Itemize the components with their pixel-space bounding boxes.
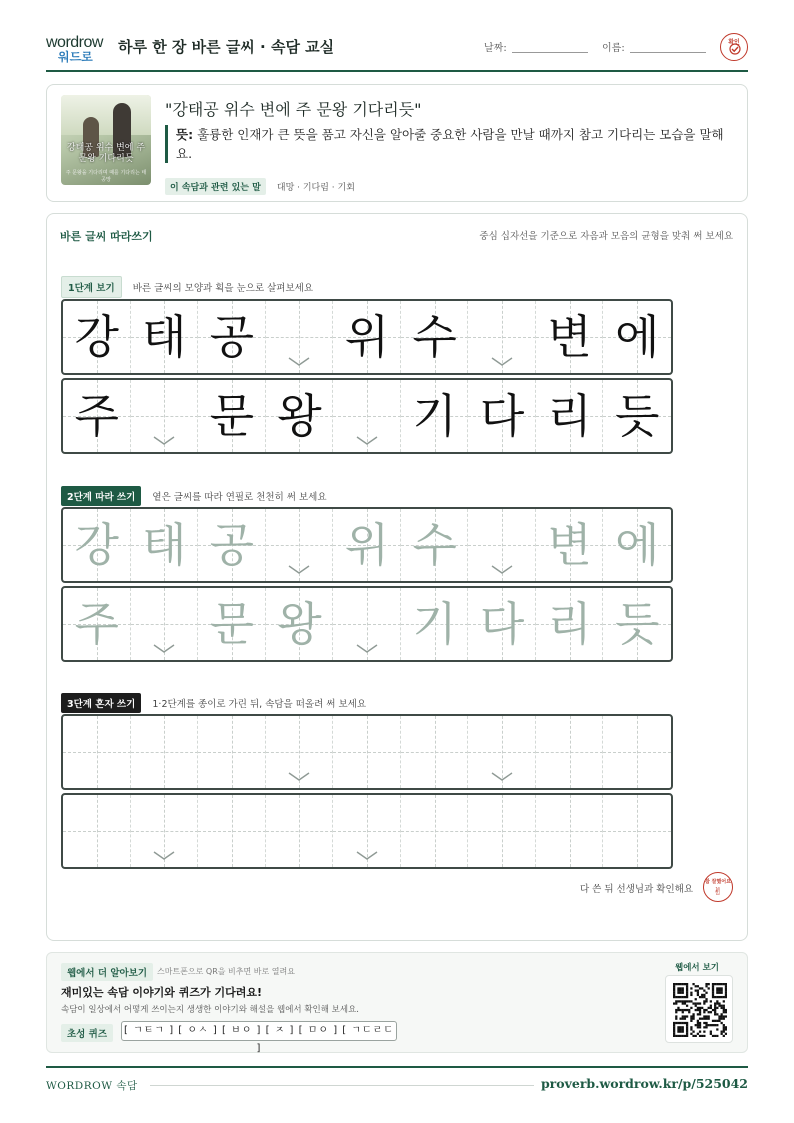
step-3-header — [61, 692, 366, 713]
related-badge: 이 속담과 관련 있는 말 — [165, 178, 266, 195]
grid-glyph: 듯 — [614, 389, 660, 443]
grid-cell[interactable] — [266, 588, 334, 660]
grid-cell[interactable] — [603, 795, 671, 867]
logo-korean: 워드로 — [58, 50, 93, 64]
grid-glyph: 기 — [412, 389, 457, 443]
step-1-badge: 1단계 보기 — [61, 276, 122, 298]
grid-cell[interactable] — [536, 588, 604, 660]
grid-cell[interactable] — [401, 588, 469, 660]
qr-hint: 스마트폰으로 QR을 비추면 바로 열려요 — [157, 967, 295, 976]
stamp-label: 확인 — [728, 39, 740, 46]
proverb-illustration — [61, 95, 151, 185]
illustration-title: 강태공 위수 변에 주 문왕 기다리듯 — [66, 143, 146, 164]
grid-cell[interactable] — [63, 509, 131, 581]
meaning-text: 훌륭한 인재가 큰 뜻을 품고 자신을 알아줄 중요한 사람을 만날 때까지 참고 기다리는 모습을 말해요. — [176, 127, 724, 161]
step-2-description: 옅은 글씨를 따라 연필로 천천히 써 보세요 — [152, 492, 327, 503]
grid-glyph: 수 — [412, 310, 457, 364]
grid-glyph: 태 — [142, 518, 187, 572]
space-mark-icon — [153, 436, 175, 446]
grid-cell-space[interactable] — [131, 588, 199, 660]
grid-cell — [536, 301, 604, 373]
grid-glyph: 다 — [479, 597, 525, 651]
grid-glyph: 기 — [412, 597, 457, 651]
grid-cell[interactable] — [401, 795, 469, 867]
grid-glyph: 주 — [74, 389, 119, 443]
grid-cell[interactable] — [536, 509, 604, 581]
date-label: 날짜: — [484, 43, 507, 54]
step-1-header — [61, 276, 313, 298]
proverb-card — [46, 84, 748, 202]
grid-cell-space[interactable] — [131, 795, 199, 867]
grid-cell-space — [266, 301, 334, 373]
related-words-list: 대망 · 기다림 · 기회 — [276, 183, 355, 193]
footer-divider — [150, 1085, 534, 1086]
step-1-row-1 — [61, 299, 673, 375]
step-3-badge: 3단계 혼자 쓰기 — [61, 693, 141, 713]
grid-glyph: 위 — [344, 518, 390, 572]
step-3-row-1[interactable] — [61, 714, 673, 790]
grid-cell-space[interactable] — [266, 716, 334, 788]
grid-cell-space[interactable] — [468, 509, 536, 581]
handwriting-practice — [46, 213, 748, 941]
grid-cell[interactable] — [63, 716, 131, 788]
grid-cell[interactable] — [63, 795, 131, 867]
space-mark-icon — [491, 565, 513, 575]
grid-cell — [63, 301, 131, 373]
grid-cell — [131, 301, 199, 373]
grid-cell[interactable] — [603, 509, 671, 581]
meaning-label: 뜻: — [176, 127, 194, 142]
grid-cell-space[interactable] — [468, 716, 536, 788]
logo-wordmark: wordrow — [46, 34, 103, 51]
learn-more-badge: 웹에서 더 알아보기 — [61, 963, 153, 981]
grid-glyph: 문 — [209, 389, 255, 443]
grid-glyph: 듯 — [614, 597, 660, 651]
grid-glyph: 공 — [209, 310, 255, 364]
page-footer — [46, 1066, 748, 1096]
grid-glyph: 왕 — [277, 597, 322, 651]
grid-glyph: 변 — [547, 310, 592, 364]
name-field[interactable] — [630, 52, 706, 53]
step-3-row-2[interactable] — [61, 793, 673, 869]
proverb-meaning — [165, 125, 725, 163]
well-done-stamp — [703, 872, 733, 902]
well-done-text: 참 잘했어요 — [705, 879, 731, 885]
grid-cell[interactable] — [198, 509, 266, 581]
grid-cell — [63, 380, 131, 452]
learn-more-section — [46, 952, 748, 1053]
grid-cell-space — [468, 301, 536, 373]
grid-glyph: 리 — [547, 597, 592, 651]
grid-cell[interactable] — [198, 716, 266, 788]
quiz-label: 초성 퀴즈 — [61, 1024, 113, 1042]
date-field[interactable] — [512, 52, 588, 53]
space-mark-icon — [153, 644, 175, 654]
initial-consonant-quiz: [ ㄱㅌㄱ ] [ ㅇㅅ ] [ ㅂㅇ ] [ ㅈ ] [ ㅁㅇ ] [ ㄱㄷㄹㄷ ] — [121, 1021, 397, 1041]
space-mark-icon — [356, 644, 378, 654]
grid-cell[interactable] — [603, 716, 671, 788]
step-2-header — [61, 485, 327, 506]
grid-cell[interactable] — [333, 716, 401, 788]
grid-glyph: 태 — [142, 310, 187, 364]
grid-cell[interactable] — [468, 795, 536, 867]
grid-glyph: 리 — [547, 389, 592, 443]
grid-glyph: 공 — [209, 518, 255, 572]
grid-cell — [603, 380, 671, 452]
grid-cell-space — [131, 380, 199, 452]
web-view-label: 웹에서 보기 — [674, 963, 719, 973]
grid-cell — [468, 380, 536, 452]
done-note: 다 쓴 뒤 선생님과 확인해요 — [579, 884, 693, 895]
qr-code-icon — [673, 983, 727, 1037]
practice-description: 중심 십자선을 기준으로 자음과 모음의 균형을 맞춰 써 보세요 — [479, 231, 733, 242]
grid-glyph: 다 — [479, 389, 525, 443]
grid-cell[interactable] — [401, 716, 469, 788]
step-2-row-2[interactable] — [61, 586, 673, 662]
grid-glyph: 에 — [614, 310, 660, 364]
step-2-badge: 2단계 따라 쓰기 — [61, 486, 141, 506]
name-label: 이름: — [602, 43, 625, 54]
footer-url[interactable]: proverb.wordrow.kr/p/525042 — [540, 1076, 748, 1091]
illustration-caption: 주 문왕을 기다리며 때를 기다리는 태공망 — [65, 170, 147, 183]
space-mark-icon — [491, 357, 513, 367]
grid-cell — [401, 380, 469, 452]
grid-glyph: 강 — [74, 518, 119, 572]
thumbs-up-icon: ✌ — [713, 885, 723, 898]
grid-cell[interactable] — [198, 795, 266, 867]
space-mark-icon — [153, 851, 175, 861]
grid-cell — [603, 301, 671, 373]
grid-cell[interactable] — [536, 716, 604, 788]
check-stamp — [720, 33, 748, 61]
practice-title: 바른 글씨 따라쓰기 — [60, 230, 153, 243]
space-mark-icon — [288, 357, 310, 367]
grid-glyph: 문 — [209, 597, 255, 651]
grid-cell — [266, 380, 334, 452]
grid-cell[interactable] — [333, 509, 401, 581]
grid-glyph: 변 — [547, 518, 592, 572]
grid-glyph: 수 — [412, 518, 457, 572]
grid-cell[interactable] — [401, 509, 469, 581]
wordrow-logo — [46, 34, 108, 64]
grid-glyph: 왕 — [277, 389, 322, 443]
grid-cell[interactable] — [266, 795, 334, 867]
space-mark-icon — [356, 851, 378, 861]
page-header — [46, 30, 748, 72]
grid-glyph: 에 — [614, 518, 660, 572]
grid-cell[interactable] — [536, 795, 604, 867]
space-mark-icon — [288, 772, 310, 782]
grid-cell[interactable] — [131, 716, 199, 788]
space-mark-icon — [491, 772, 513, 782]
proverb-title: "강태공 위수 변에 주 문왕 기다리듯" — [165, 100, 422, 119]
grid-glyph: 강 — [74, 310, 119, 364]
grid-cell — [333, 301, 401, 373]
step-2-row-1[interactable] — [61, 507, 673, 583]
page-title: 하루 한 장 바른 글씨 · 속담 교실 — [118, 38, 335, 56]
checkmark-icon — [728, 43, 742, 55]
step-1-row-2 — [61, 378, 673, 454]
grid-cell-space[interactable] — [333, 588, 401, 660]
grid-cell[interactable] — [131, 509, 199, 581]
grid-cell[interactable] — [63, 588, 131, 660]
step-3-description: 1·2단계를 종이로 가린 뒤, 속담을 떠올려 써 보세요 — [152, 699, 367, 710]
grid-cell — [401, 301, 469, 373]
grid-glyph: 주 — [74, 597, 119, 651]
grid-cell-space — [333, 380, 401, 452]
step-1-description: 바른 글씨의 모양과 획을 눈으로 살펴보세요 — [132, 283, 314, 294]
grid-cell-space[interactable] — [266, 509, 334, 581]
learn-more-description: 속담이 일상에서 어떻게 쓰이는지 생생한 이야기와 해설을 웹에서 확인해 보세요. — [61, 1005, 359, 1015]
related-words — [165, 175, 355, 195]
grid-cell — [198, 301, 266, 373]
grid-glyph: 위 — [344, 310, 390, 364]
grid-cell-space[interactable] — [333, 795, 401, 867]
footer-brand: WORDROW 속담 — [46, 1080, 138, 1092]
space-mark-icon — [288, 565, 310, 575]
qr-code[interactable] — [665, 975, 733, 1043]
grid-cell[interactable] — [468, 588, 536, 660]
grid-cell — [198, 380, 266, 452]
grid-cell — [536, 380, 604, 452]
space-mark-icon — [356, 436, 378, 446]
grid-cell[interactable] — [198, 588, 266, 660]
grid-cell[interactable] — [603, 588, 671, 660]
learn-more-title: 재미있는 속담 이야기와 퀴즈가 기다려요! — [61, 986, 262, 999]
